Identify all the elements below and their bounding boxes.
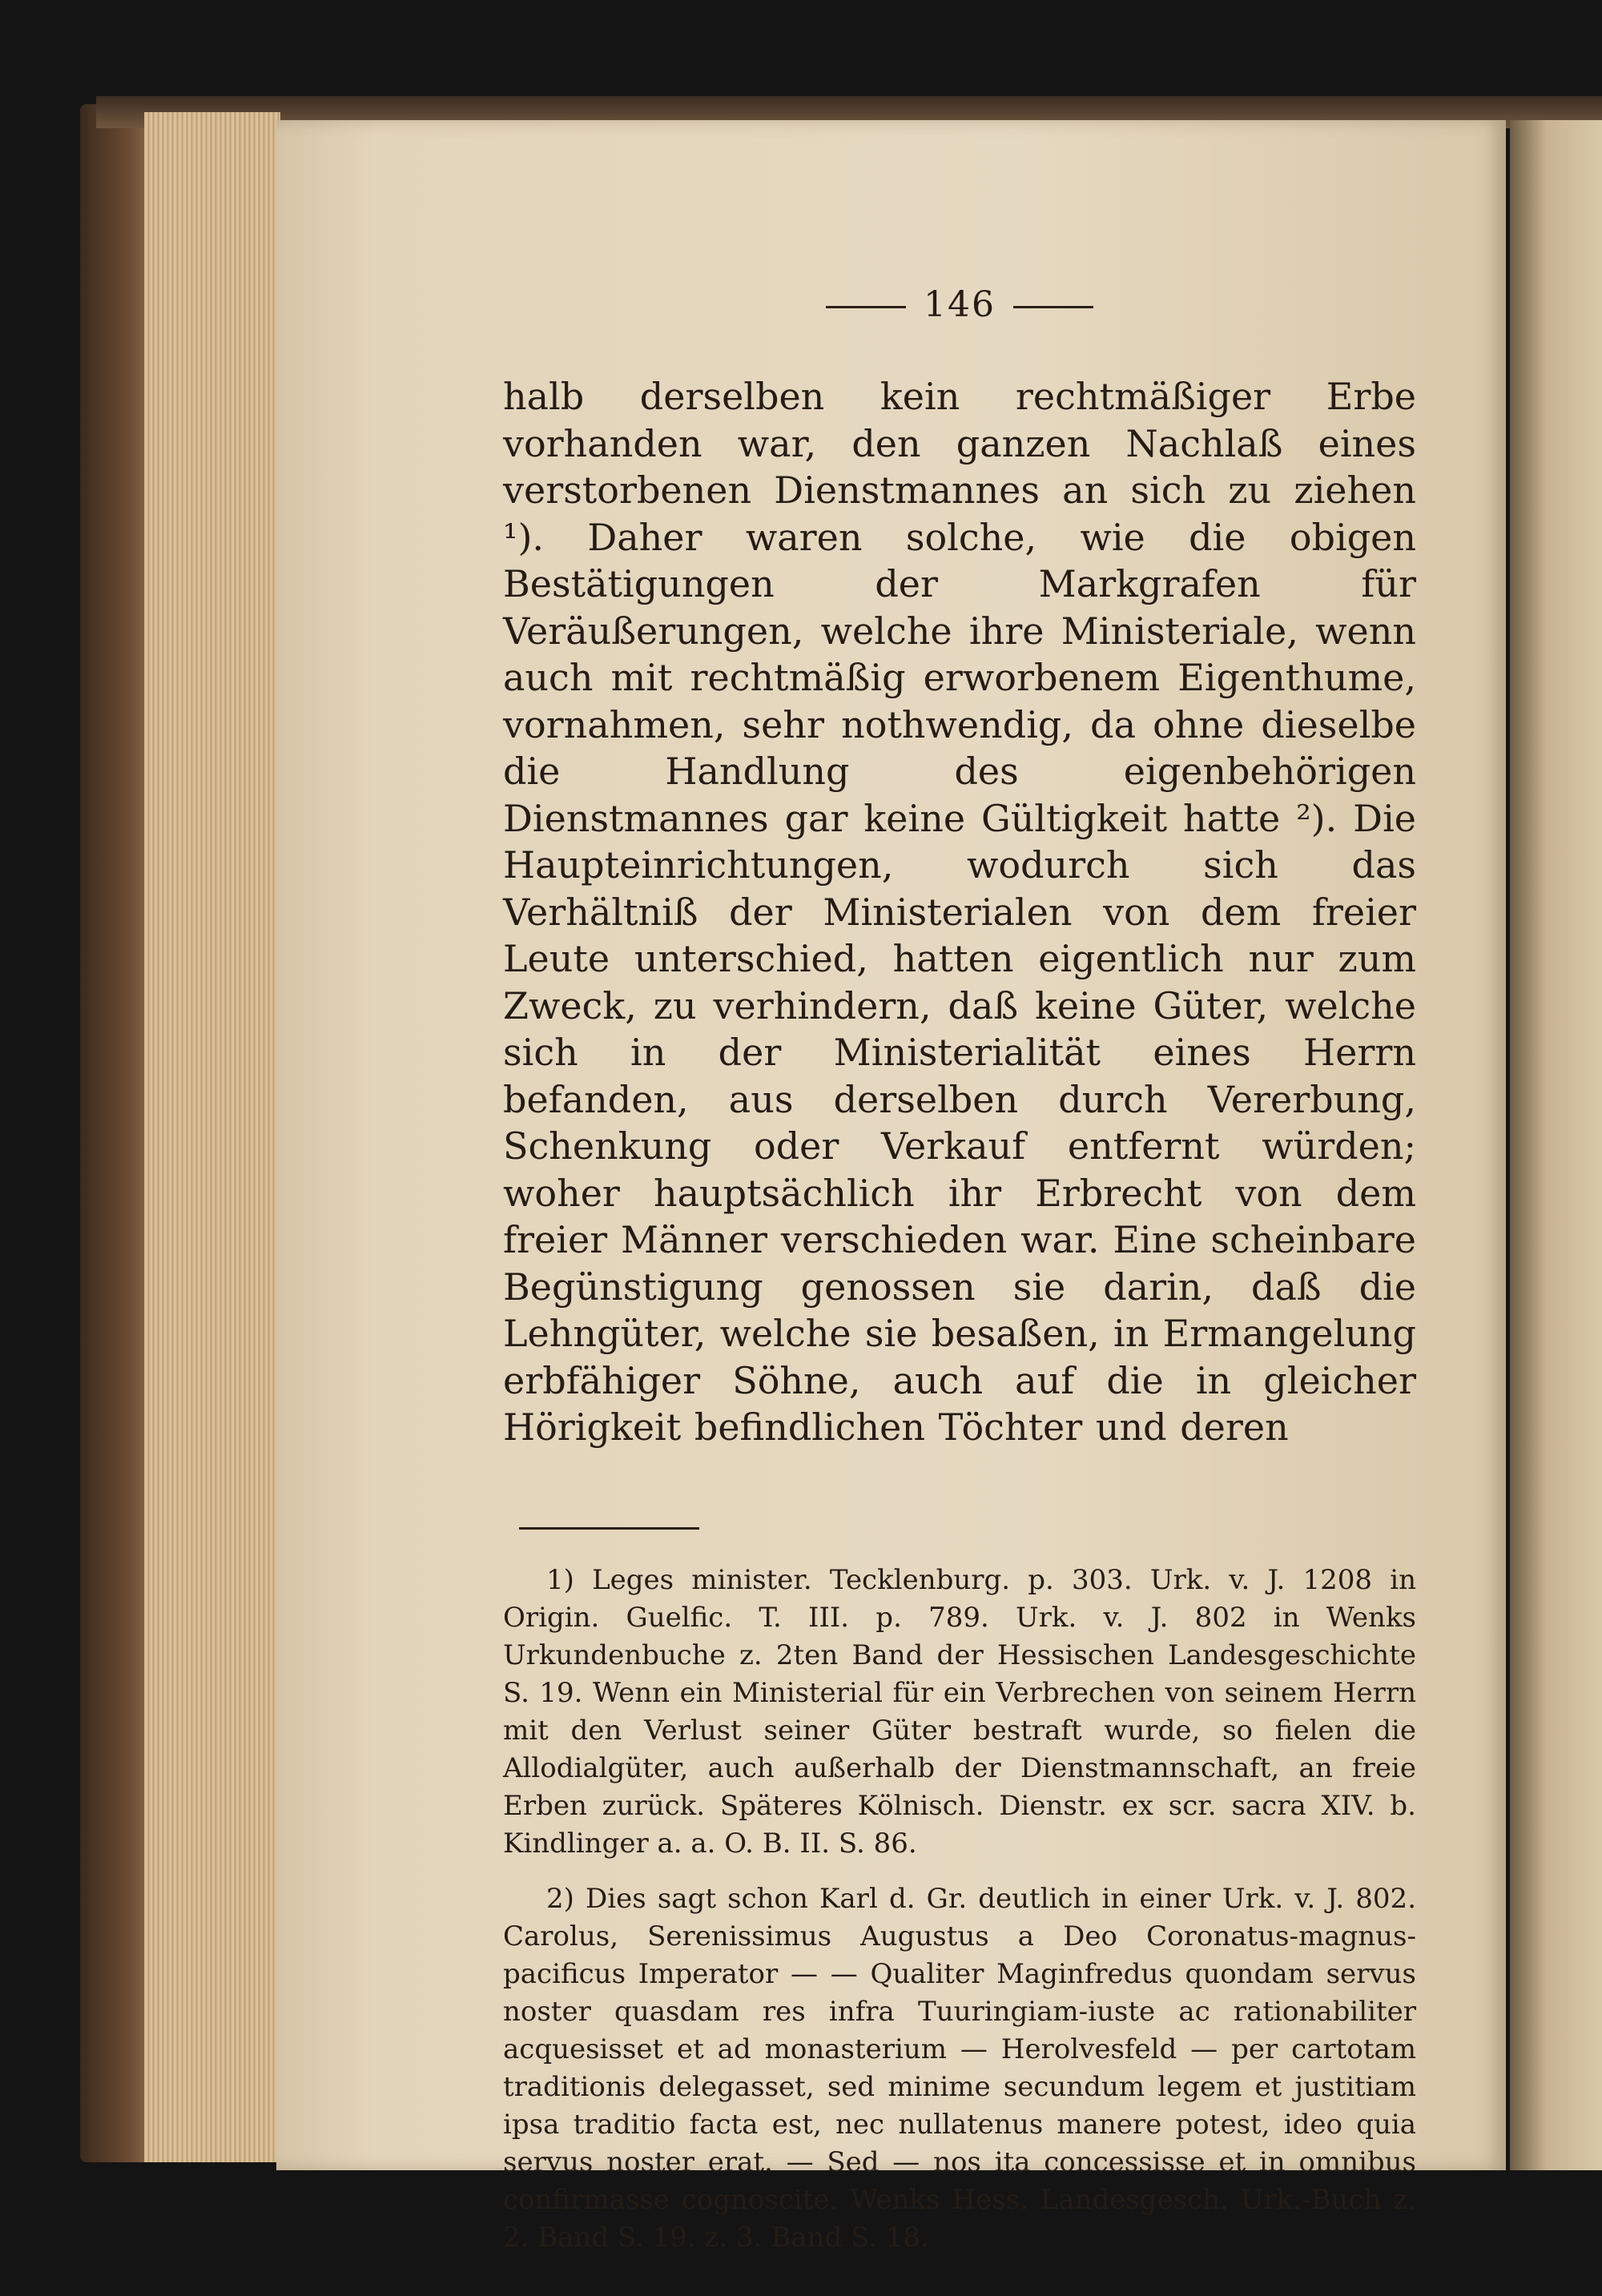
page-number: 146 (924, 284, 996, 325)
facing-page-edge (1510, 120, 1602, 2170)
page-number-header (503, 284, 1416, 325)
footnote-divider (519, 1527, 699, 1530)
header-dash-right (1013, 306, 1093, 308)
body-paragraph: halb derselben kein rechtmäßiger Erbe vorhanden war, den ganzen Nachlaß eines verstorbenen Dienstmannes an sich zu ziehen ¹). Daher waren solche, wie die obigen Bestätigungen der Markgrafen für Veräußerungen, welche ihre Ministeriale, wenn auch mit rechtmäßig erworbenem Eigenthume, vornahmen, sehr nothwendig, da ohne dieselbe die Handlung des eigenbehörigen Dienstmannes gar keine Gültigkeit hatte ²). Die Haupteinrichtungen, wodurch sich das Verhältniß der Ministerialen von dem freier Leute unterschied, hatten eigentlich nur zum Zweck, zu verhindern, daß keine Güter, welche sich in der Ministerialität eines Herrn befanden, aus derselben durch Vererbung, Schenkung oder Verkauf entfernt würden; woher hauptsächlich ihr Erbrecht von dem freier Männer verschieden war. Eine scheinbare Begünstigung genossen sie darin, daß die Lehngüter, welche sie besaßen, in Ermangelung erbfähiger Söhne, auch auf die in gleicher Hörigkeit befindlichen Töchter und deren (503, 375, 1416, 1449)
footnote-1: 1) Leges minister. Tecklenburg. p. 303. Urk. v. J. 1208 in Origin. Guelfic. T. III. p. 789. Urk. v. J. 802 in Wenks Urkundenbuche z. 2ten Band der Hessischen Landesgeschichte S. 19. Wenn ein Ministerial für ein Verbrechen von seinem Herrn mit den Verlust seiner Güter bestraft wurde, so fielen die Allodialgüter, auch außerhalb der Dienstmannschaft, an freie Erben zurück. Späteres Kölnisch. Dienstr. ex scr. sacra XIV. b. Kindlinger a. a. O. B. II. S. 86. (503, 1563, 1416, 1860)
header-dash-left (826, 306, 906, 308)
footnote-2: 2) Dies sagt schon Karl d. Gr. deutlich in einer Urk. v. J. 802. Carolus, Serenissimus Augustus a Deo Coronatus-magnus-pacificus Imperator — — Qualiter Maginfredus quondam servus noster quasdam res infra Tuuringiam-iuste ac rationabiliter acquesisset et ad monasterium — Herolvesfeld — per cartotam traditionis delegasset, sed minime secundum legem et justitiam ipsa traditio facta est, nec nullatenus manere potest, ideo quia servus noster erat. — Sed — nos ita concessisse et in omnibus confirmasse cognoscite. Wenks Hess. Landesgesch. Urk.-Buch z. 2. Band S. 19. z. 3. Band S. 18. (503, 1882, 1416, 2254)
page-content (503, 284, 1416, 2274)
page-stack-edge (144, 112, 280, 2162)
